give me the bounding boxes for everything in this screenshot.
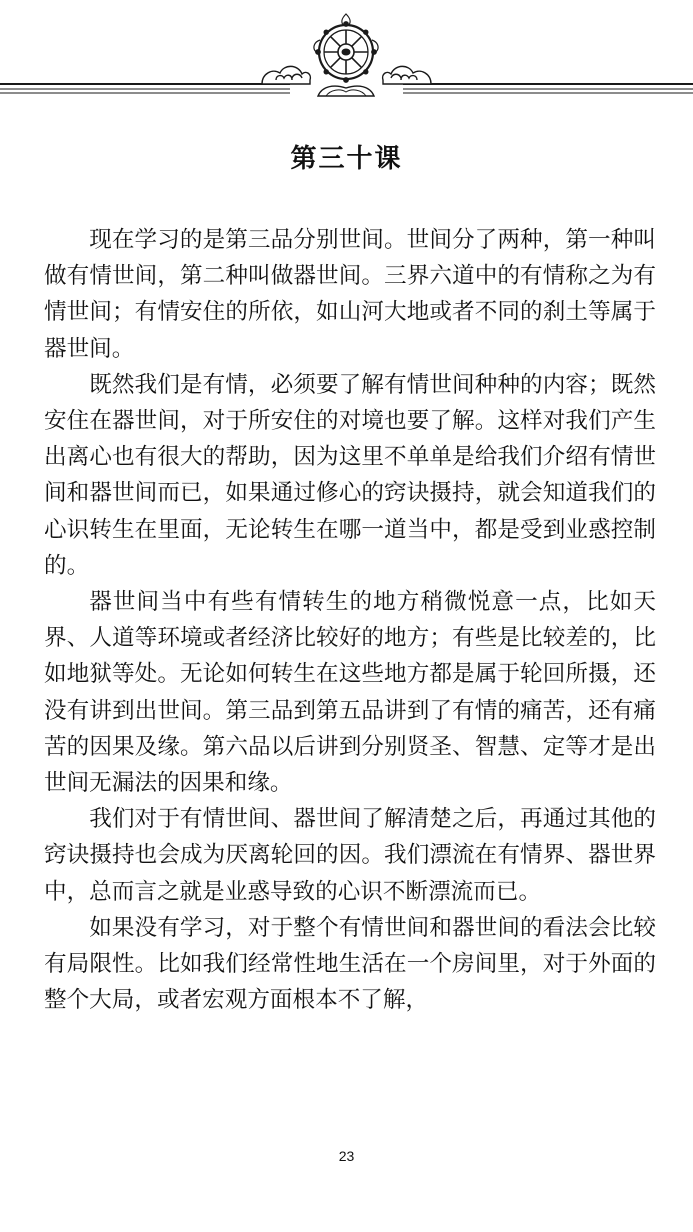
paragraph: 我们对于有情世间、器世间了解清楚之后，再通过其他的窍诀摄持也会成为厌离轮回的因。我们漂流在有情界、器世界中，总而言之就是业惑导致的心识不断漂流而已。 [44, 806, 656, 905]
paragraph: 如果没有学习，对于整个有情世间和器世间的看法会比较有局限性。比如我们经常性地生活在一个房间里，对于外面的整个大局，或者宏观方面根本不了解， [44, 914, 656, 1014]
paragraph: 器世间当中有些有情转生的地方稍微悦意一点，比如天界、人道等环境或者经济比较好的地方；有些是比较差的，比如地狱等处。无论如何转生在这些地方都是属于轮回所摄，还没有讲到出世间。第三品到第五品讲到了有情的痛苦，还有痛苦的因果及缘。第六品以后讲到分别贤圣、智慧、定等才是出世间无漏法的因果和缘。 [44, 589, 656, 797]
paragraph: 现在学习的是第三品分别世间。世间分了两种，第一种叫做有情世间，第二种叫做器世间。三界六道中的有情称之为有情世间；有情安住的所依，如山河大地或者不同的刹土等属于器世间。 [44, 227, 656, 362]
body-text [44, 222, 656, 1018]
page-number: 23 [338, 1148, 355, 1164]
cloud-ornament-right-icon [383, 66, 431, 84]
paragraph: 既然我们是有情，必须要了解有情世间种种的内容；既然安住在器世间，对于所安住的对境也要了解。这样对我们产生出离心也有很大的帮助，因为这里不单单是给我们介绍有情世间和器世间而已，如果通过修心的窍诀摄持，就会知道我们的心识转生在里面，无论转生在哪一道当中，都是受到业惑控制的。 [44, 371, 656, 579]
cloud-ornament-left-icon [262, 66, 310, 84]
dharma-wheel-icon [314, 14, 378, 96]
lesson-title: 第三十课 [290, 144, 403, 174]
header-ornament [0, 0, 693, 110]
